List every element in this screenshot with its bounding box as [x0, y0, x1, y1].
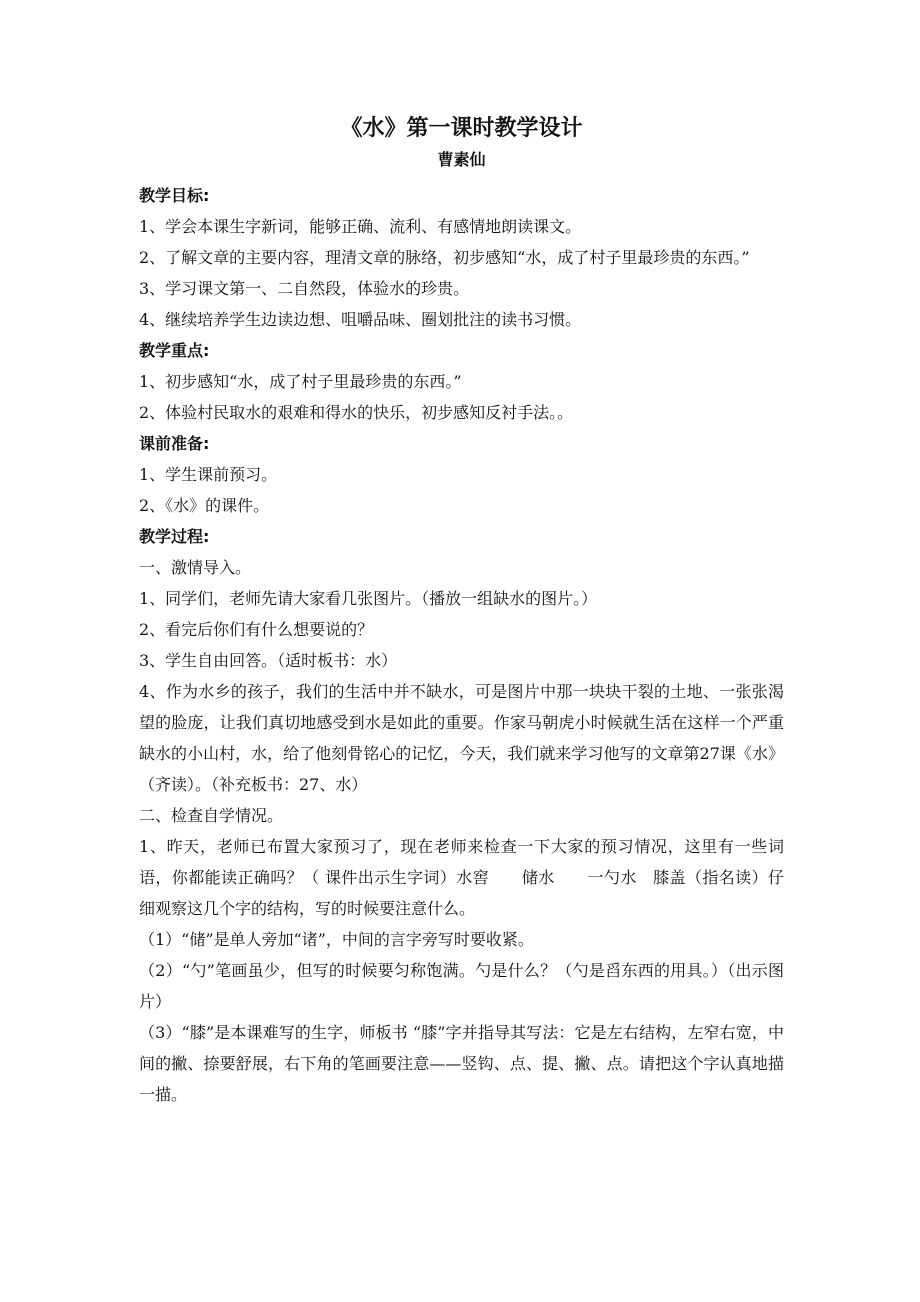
- paragraph: 2、体验村民取水的艰难和得水的快乐，初步感知反衬手法。。: [139, 403, 574, 422]
- section-heading: 教学重点:: [139, 341, 210, 360]
- paragraph: 1、学生课前预习。: [139, 465, 278, 484]
- document-page: [139, 112, 784, 1110]
- paragraph: 4、继续培养学生边读边想、咀嚼品味、圈划批注的读书习惯。: [139, 310, 582, 329]
- paragraph: 1、初步感知“水，成了村子里最珍贵的东西。”: [139, 372, 462, 391]
- document-title: 《水》第一课时教学设计: [340, 116, 583, 141]
- section-heading: 教学目标:: [139, 186, 210, 205]
- document-author: 曹素仙: [437, 150, 486, 169]
- watermark: zixin.com.cn: [330, 600, 680, 660]
- paragraph: 1、同学们，老师先请大家看几张图片。（播放一组缺水的图片。）: [139, 589, 598, 608]
- paragraph: 一、激情导入。: [139, 558, 252, 577]
- paragraph: 3、学生自由回答。（适时板书：水）: [139, 651, 398, 670]
- paragraph: 2、《水》的课件。: [139, 496, 270, 515]
- paragraph: 2、了解文章的主要内容，理清文章的脉络，初步感知“水，成了村子里最珍贵的东西。”: [139, 248, 750, 267]
- paragraph: 2、看完后你们有什么想要说的？: [139, 620, 374, 639]
- section-teaching-process: [139, 521, 784, 1110]
- section-heading: 课前准备:: [139, 434, 210, 453]
- section-heading: 教学过程:: [139, 527, 210, 546]
- paragraph: （2）“勺”笔画虽少，但写的时候要匀称饱满。勺是什么？（勺是舀东西的用具。）（出示图片）: [139, 961, 784, 1011]
- paragraph: 3、学习课文第一、二自然段，体验水的珍贵。: [139, 279, 470, 298]
- paragraph: （1）“储”是单人旁加“诸”，中间的言字旁写时要收紧。: [139, 930, 534, 949]
- section-preparation: [139, 428, 784, 521]
- section-teaching-focus: [139, 335, 784, 428]
- paragraph: 1、学会本课生字新词，能够正确、流利、有感情地朗读课文。: [139, 217, 582, 236]
- paragraph: （3）“膝”是本课难写的生字，师板书 “膝”字并指导其写法：它是左右结构，左窄右宽，中间的撇、捺要舒展，右下角的笔画要注意——竖钩、点、提、撇、点。请把这个字认真地描一描。: [139, 1023, 784, 1104]
- paragraph: 1、昨天，老师已布置大家预习了，现在老师来检查一下大家的预习情况，这里有一些词语，你都能读正确吗？（ 课件出示生字词）水窖 储水 一勺水 膝盖（指名读）仔细观察这几个字的结构，写的时候要注意什么。: [139, 837, 784, 918]
- paragraph: 4、作为水乡的孩子，我们的生活中并不缺水，可是图片中那一块块干裂的土地、一张张渴望的脸庞，让我们真切地感受到水是如此的重要。作家马朝虎小时候就生活在这样一个严重缺水的小山村，水，给了他刻骨铭心的记忆，今天，我们就来学习他写的文章第27课《水》（齐读）。（补充板书：27、水）: [139, 682, 784, 794]
- section-teaching-objectives: [139, 180, 784, 335]
- paragraph: 二、检查自学情况。: [139, 806, 284, 825]
